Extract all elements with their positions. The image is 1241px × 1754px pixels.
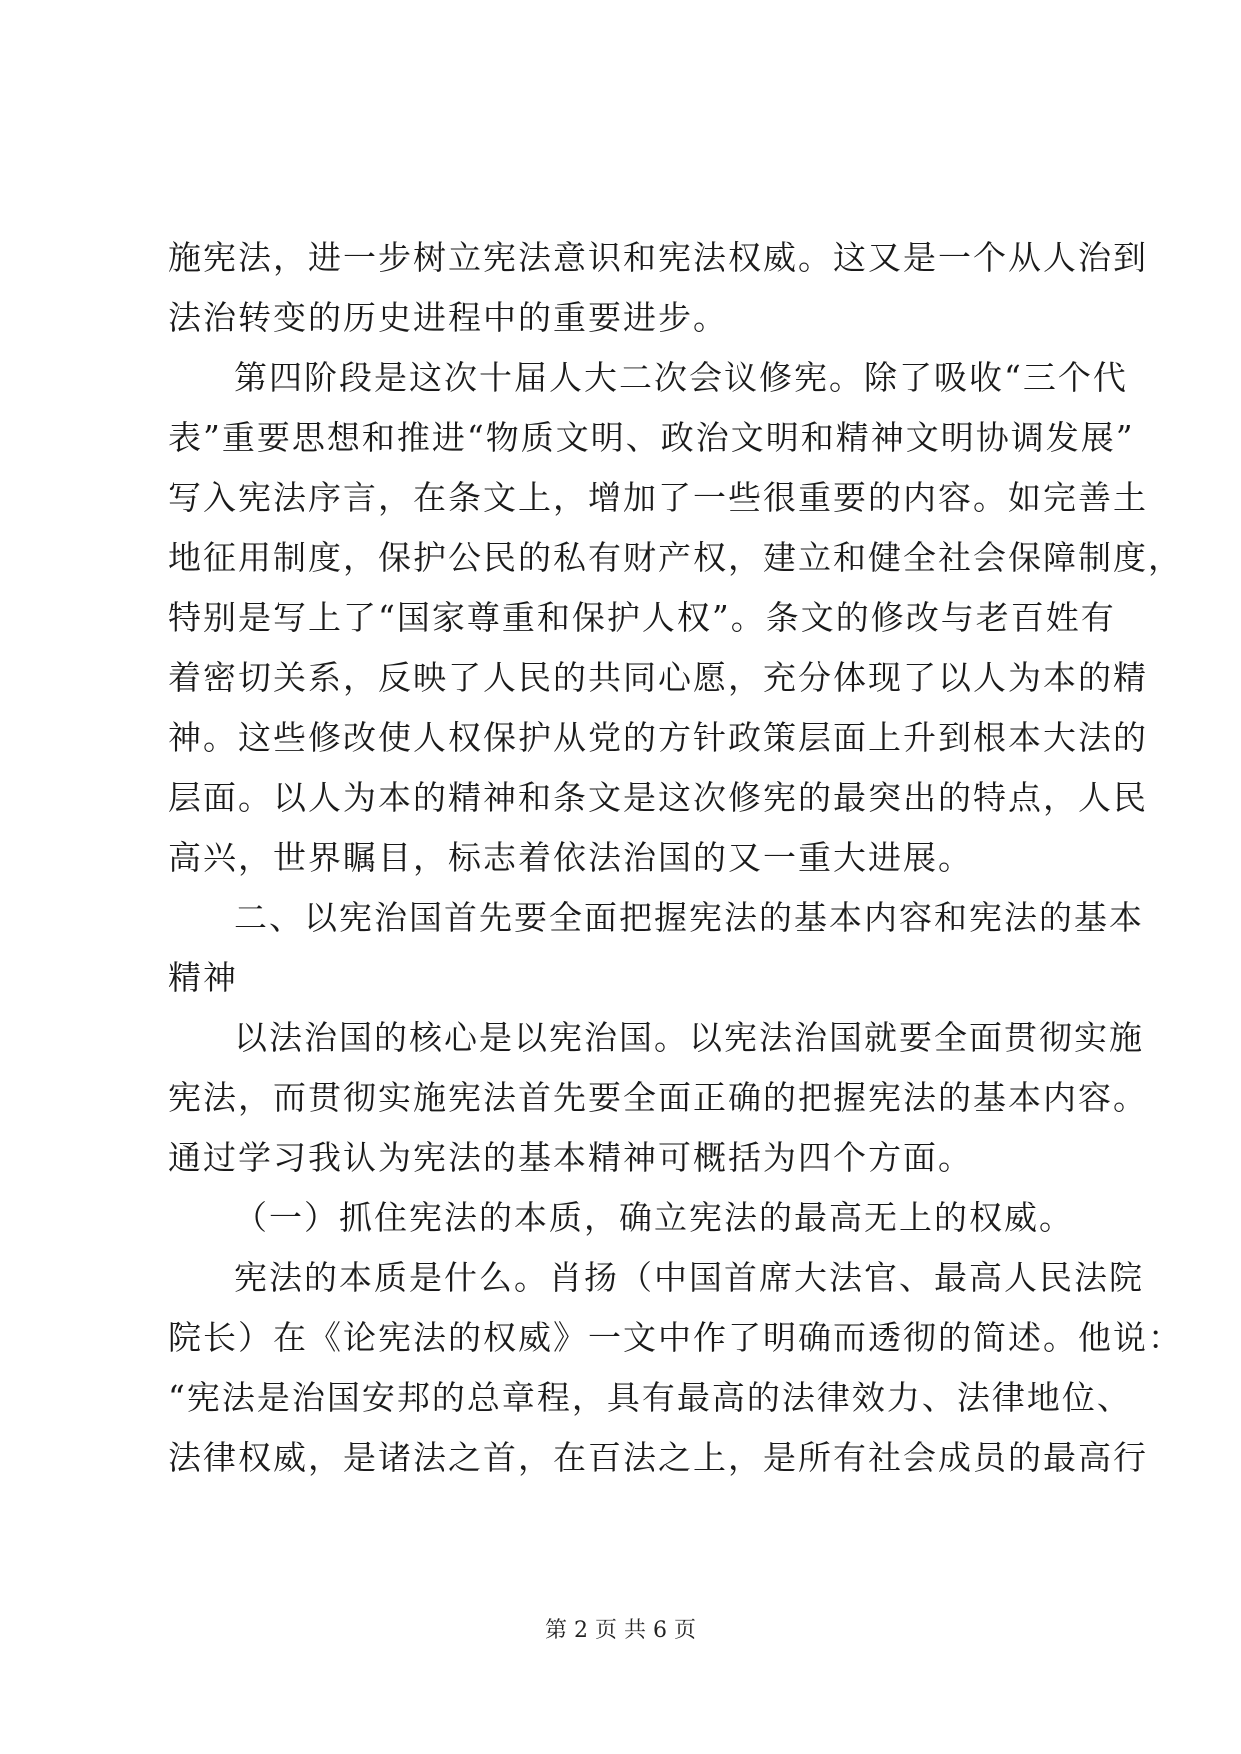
text-line: 宪法，而贯彻实施宪法首先要全面正确的把握宪法的基本内容。 [168, 1078, 1148, 1117]
text-line: 写入宪法序言，在条文上，增加了一些很重要的内容。如完善土 [168, 478, 1148, 517]
text-line: 神。这些修改使人权保护从党的方针政策层面上升到根本大法的 [168, 718, 1148, 757]
body-text [168, 228, 1183, 1488]
text-line: 地征用制度，保护公民的私有财产权，建立和健全社会保障制度， [168, 538, 1183, 577]
text-line: 第四阶段是这次十届人大二次会议修宪。除了吸收“三个代 [234, 358, 1128, 397]
text-line: 表”重要思想和推进“物质文明、政治文明和精神文明协调发展” [168, 418, 1135, 457]
text-line: 以法治国的核心是以宪治国。以宪法治国就要全面贯彻实施 [234, 1018, 1144, 1057]
text-line: （一）抓住宪法的本质，确立宪法的最高无上的权威。 [234, 1198, 1074, 1237]
text-line: 二、以宪治国首先要全面把握宪法的基本内容和宪法的基本 [234, 898, 1144, 937]
text-line: 法治转变的历史进程中的重要进步。 [168, 298, 728, 337]
text-line: 法律权威，是诸法之首，在百法之上，是所有社会成员的最高行 [168, 1438, 1148, 1477]
text-line: “宪法是治国安邦的总章程，具有最高的法律效力、法律地位、 [168, 1378, 1132, 1417]
text-line: 层面。以人为本的精神和条文是这次修宪的最突出的特点，人民 [168, 778, 1148, 817]
text-line: 精神 [168, 958, 238, 997]
text-line: 着密切关系，反映了人民的共同心愿，充分体现了以人为本的精 [168, 658, 1148, 697]
text-line: 高兴，世界瞩目，标志着依法治国的又一重大进展。 [168, 838, 973, 877]
text-line: 通过学习我认为宪法的基本精神可概括为四个方面。 [168, 1138, 973, 1177]
text-line: 宪法的本质是什么。肖扬（中国首席大法官、最高人民法院 [234, 1258, 1144, 1297]
text-line: 施宪法，进一步树立宪法意识和宪法权威。这又是一个从人治到 [168, 238, 1148, 277]
text-line: 特别是写上了“国家尊重和保护人权”。条文的修改与老百姓有 [168, 598, 1116, 637]
page-footer: 第 2 页 共 6 页 [545, 1618, 696, 1643]
text-line: 院长）在《论宪法的权威》一文中作了明确而透彻的简述。他说： [168, 1318, 1183, 1357]
